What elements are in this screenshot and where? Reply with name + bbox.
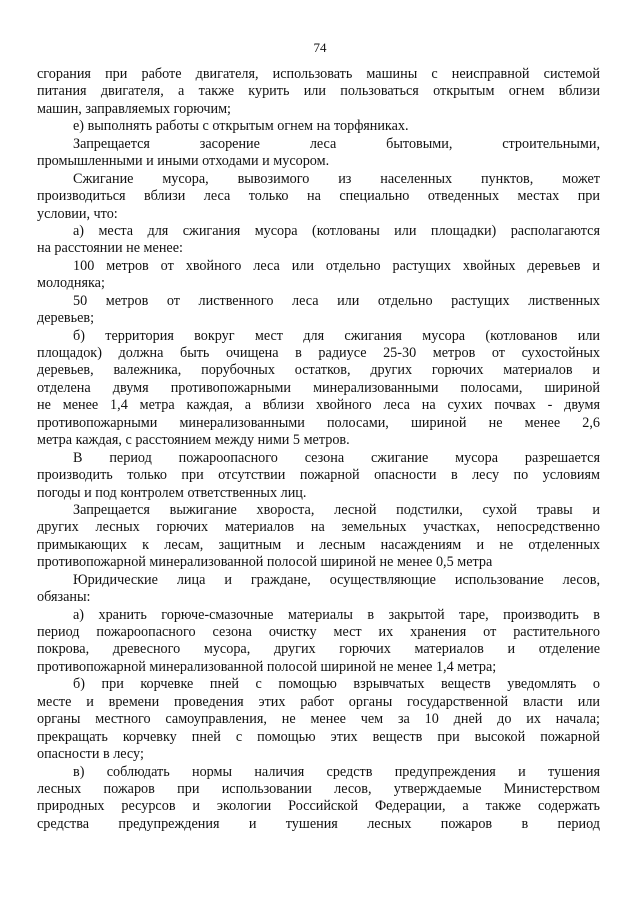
text-line: промышленными и иными отходами и мусором. [37, 153, 330, 170]
text-line: Запрещается засорение леса бытовыми, строительными, [73, 135, 600, 152]
text-line: производиться вблизи леса только на специально отведенных местах при [37, 188, 600, 205]
text-line: б) территория вокруг мест для сжигания мусора (котлованов или [73, 327, 600, 344]
text-line: Юридические лица и граждане, осуществляющие использование лесов, [73, 571, 600, 588]
text-line: других лесных горючих материалов на земельных участках, непосредственно [37, 519, 600, 536]
text-line: опасности в лесу; [37, 746, 144, 763]
text-line: период пожароопасного сезона очистку мест их хранения от растительного [37, 624, 600, 640]
document-body [37, 66, 600, 833]
text-line: метра каждая, с расстоянием между ними 5 метров. [37, 432, 350, 449]
text-line: покрова, древесного мусора, других горючих материалов и отделение [37, 641, 600, 658]
text-line: прекращать корчевку пней с помощью этих веществ при высокой пожарной [37, 728, 600, 745]
text-line: лесных пожаров при использовании лесов, утверждаемые Министерством [37, 780, 600, 797]
text-line: деревьев; [37, 310, 95, 327]
text-line: отделена двумя противопожарными минерализованными полосами, шириной [37, 379, 600, 396]
page-number: 74 [313, 40, 327, 55]
text-line: питания двигателя, а также курить или пользоваться открытым огнем вблизи [37, 83, 600, 100]
text-line: средства предупреждения и тушения лесных пожаров в период [37, 815, 600, 832]
text-line: б) при корчевке пней с помощью взрывчатых веществ уведомлять о [73, 676, 600, 693]
text-line: месте и времени проведения этих работ органы государственной власти или [37, 693, 600, 710]
text-line: машин, заправляемых горючим; [37, 100, 232, 117]
text-line: противопожарной минерализованной полосой шириной не менее 0,5 метра [37, 554, 493, 571]
text-line: Сжигание мусора, вывозимого из населенных пунктов, может [73, 170, 600, 187]
text-line: а) места для сжигания мусора (котлованы или площадки) располагаются [73, 222, 600, 239]
text-line: производить только при отсутствии пожарной опасности в лесу по условиям [37, 467, 600, 484]
text-line: противопожарной минерализованной полосой шириной не менее 1,4 метра; [37, 658, 497, 675]
text-line: молодняка; [37, 275, 105, 292]
text-line: Запрещается выжигание хвороста, лесной подстилки, сухой травы и [73, 501, 600, 518]
text-line: площадок) должна быть очищена в радиусе 25-30 метров от сухостойных [37, 345, 600, 361]
text-line: условии, что: [37, 205, 118, 222]
text-line: на расстоянии не менее: [37, 240, 183, 257]
text-line: деревьев, валежника, порубочных остатков, других горючих материалов и [37, 362, 600, 379]
text-line: в) соблюдать нормы наличия средств предупреждения и тушения [73, 763, 600, 780]
text-line: 50 метров от лиственного леса или отдельно растущих лиственных [73, 292, 600, 309]
text-line: е) выполнять работы с открытым огнем на торфяниках. [73, 118, 409, 135]
text-line: не менее 1,4 метра каждая, а вблизи хвойного леса на сухих почвах - двумя [37, 397, 600, 414]
text-line: примыкающих к лесам, защитным и лесным насаждениям и не отделенных [37, 536, 600, 553]
text-line: природных ресурсов и экологии Российской Федерации, а также содержать [37, 798, 600, 815]
text-line: сгорания при работе двигателя, использовать машины с неисправной системой [37, 66, 600, 82]
text-line: В период пожароопасного сезона сжигание мусора разрешается [73, 449, 600, 466]
text-line: 100 метров от хвойного леса или отдельно растущих хвойных деревьев и [73, 257, 600, 274]
text-line: а) хранить горюче-смазочные материалы в закрытой таре, производить в [73, 606, 600, 623]
text-line: противопожарными минерализованными полосами, шириной не менее 2,6 [37, 414, 600, 431]
text-line: органы местного самоуправления, не менее чем за 10 дней до их начала; [37, 711, 600, 728]
text-line: погоды и под контролем ответственных лиц. [37, 484, 307, 501]
text-line: обязаны: [37, 589, 91, 606]
